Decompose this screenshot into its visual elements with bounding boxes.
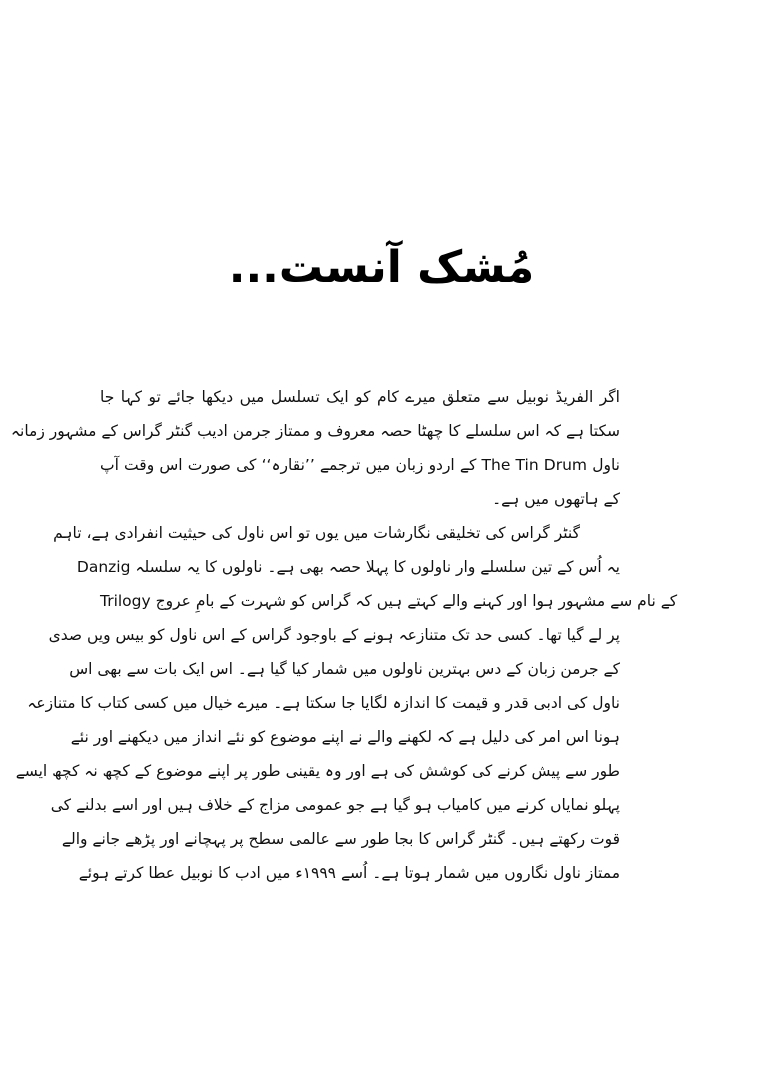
text-line: یہ اُس کے تین سلسلے وار ناولوں کا پہلا حصہ بھی ہے۔ ناولوں کا یہ سلسلہ Danzig — [76, 558, 620, 576]
text-line: ناول کی ادبی قدر و قیمت کا اندازہ لگایا جا سکتا ہے۔ میرے خیال میں کسی کتاب کا متنازعہ — [27, 694, 620, 712]
text-line: پر لے گیا تھا۔ کسی حد تک متنازعہ ہونے کے باوجود گراس کے اس ناول کو بیس ویں صدی — [48, 626, 620, 644]
text-line: کے جرمن زبان کے دس بہترین ناولوں میں شمار کیا گیا ہے۔ اس ایک بات سے بھی اس — [69, 660, 620, 678]
text-line: اگر الفریڈ نوبیل سے متعلق میرے کام کو ایک تسلسل میں دیکھا جائے تو کہا جا — [100, 388, 620, 406]
text-line: گنٹر گراس کی تخلیقی نگارشات میں یوں تو اس ناول کی حیثیت انفرادی ہے، تاہم — [53, 524, 580, 542]
text-line: سکتا ہے کہ اس سلسلے کا چھٹا حصہ معروف و ممتاز جرمن ادیب گنٹر گراس کے مشہور زمانہ — [10, 422, 620, 440]
text-line: طور سے پیش کرنے کی کوشش کی ہے اور وہ یقینی طور پر اپنے موضوع کے کچھ نہ کچھ ایسے — [15, 762, 620, 780]
text-line: ناول The Tin Drum کے اردو زبان میں ترجمے ’’نقارہ‘‘ کی صورت اس وقت آپ — [100, 456, 620, 474]
text-line: ممتاز ناول نگاروں میں شمار ہوتا ہے۔ اُسے ۱۹۹۹ء میں ادب کا نوبیل عطا کرتے ہوئے — [78, 864, 620, 882]
text-line: Trilogy کے نام سے مشہور ہوا اور کہنے والے کہتے ہیں کہ گراس کو شہرت کے بامِ عروج — [100, 592, 678, 610]
text-line: کے ہاتھوں میں ہے۔ — [492, 490, 620, 508]
text-line: قوت رکھتے ہیں۔ گنٹر گراس کا بجا طور سے عالمی سطح پر پہچانے اور پڑھے جانے والے — [61, 830, 620, 848]
text-line: ہونا اس امر کی دلیل ہے کہ لکھنے والے نے اپنے موضوع کو نئے انداز میں دیکھنے اور نئے — [70, 728, 620, 746]
chapter-title: مُشک آنست... — [228, 242, 535, 293]
body-text — [10, 380, 678, 890]
text-line: پہلو نمایاں کرنے میں کامیاب ہو گیا ہے جو عمومی مزاج کے خلاف ہیں اور اسے بدلنے کی — [50, 796, 620, 814]
